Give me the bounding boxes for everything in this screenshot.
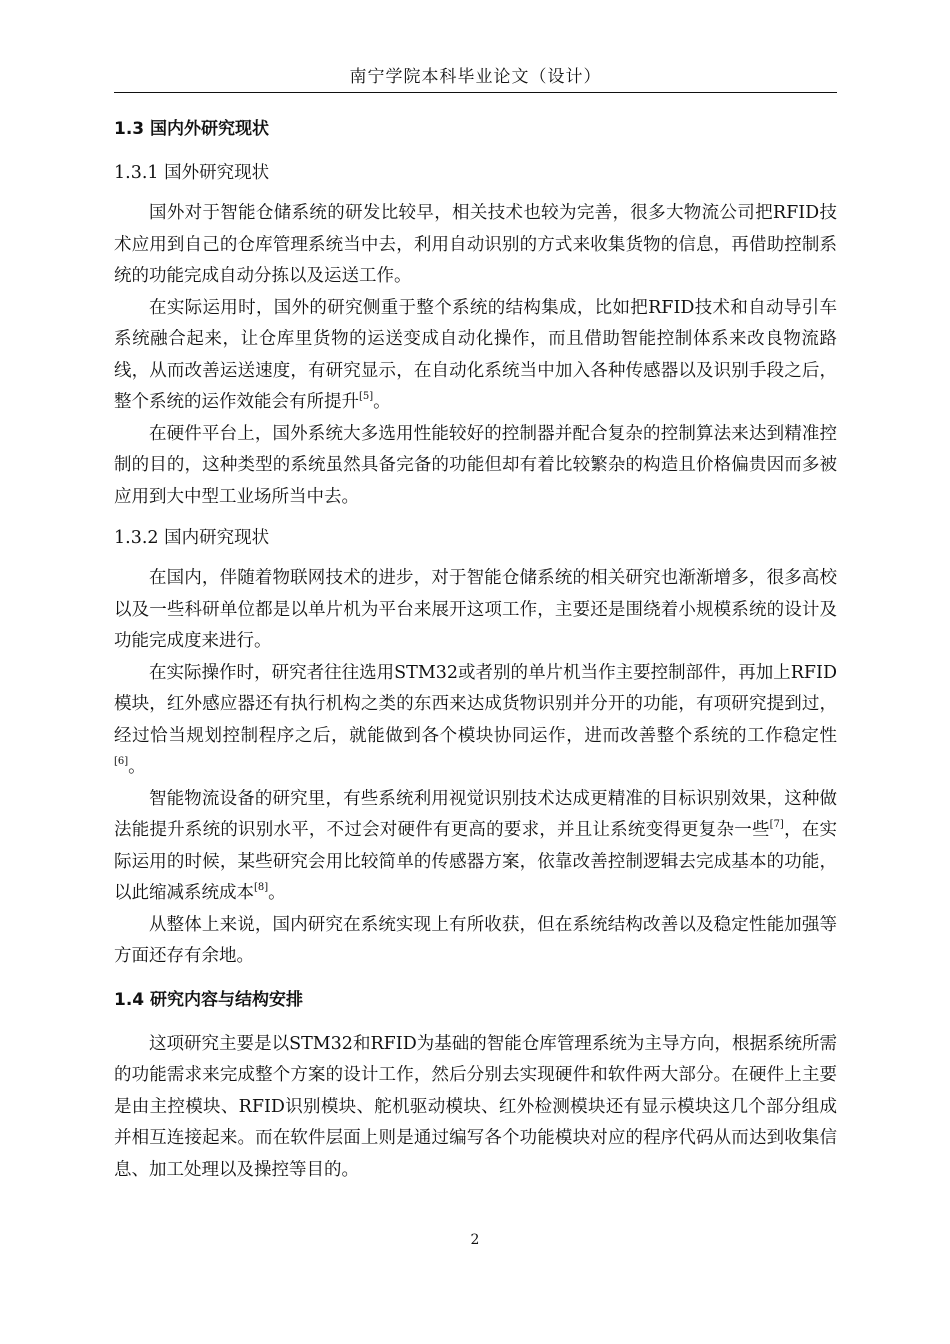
paragraph-text: 。	[268, 883, 286, 903]
paragraph	[114, 198, 837, 293]
body-content	[114, 112, 837, 1186]
paragraph-text: 在实际操作时，研究者往往选用STM32或者别的单片机当作主要控制部件，再加上RFID模块，红外感应器还有执行机构之类的东西来达成货物识别并分开的功能，有项研究提到过，经过恰当规划控制程序之后，就能做到各个模块协同运作，进而改善整个系统的工作稳定性	[114, 662, 837, 746]
page-number: 2	[470, 1232, 480, 1248]
paragraph-text: 国外对于智能仓储系统的研发比较早，相关技术也较为完善，很多大物流公司把RFID技术应用到自己的仓库管理系统当中去，利用自动识别的方式来收集货物的信息，再借助控制系统的功能完成自动分拣以及运送工作。	[114, 203, 837, 286]
paragraph-text: ，在实际运用的时候，某些研究会用比较简单的传感器方案，依靠改善控制逻辑去完成基本的功能，以此缩减系统成本	[114, 820, 838, 903]
paragraph	[114, 784, 837, 910]
citation-ref: [8]	[254, 882, 269, 893]
paragraph	[114, 419, 837, 514]
citation-ref: [6]	[114, 756, 129, 767]
subsection-heading-1-3-2: 1.3.2 国内研究现状	[114, 528, 270, 548]
paragraph-text: 智能物流设备的研究里，有些系统利用视觉识别技术达成更精准的目标识别效果，这种做法能提升系统的识别水平，不过会对硬件有更高的要求，并且让系统变得更复杂一些	[114, 788, 837, 840]
paragraph-text: 在实际运用时，国外的研究侧重于整个系统的结构集成，比如把RFID技术和自动导引车系统融合起来，让仓库里货物的运送变成自动化操作，而且借助智能控制体系来改良物流路线，从而改善运送速度，有研究显示，在自动化系统当中加入各种传感器以及识别手段之后，整个系统的运作效能会有所提升	[114, 297, 837, 412]
paragraph	[114, 658, 837, 784]
paragraph-text: 这项研究主要是以STM32和RFID为基础的智能仓库管理系统为主导方向，根据系统所需的功能需求来完成整个方案的设计工作，然后分别去实现硬件和软件两大部分。在硬件上主要是由主控模块、RFID识别模块、舵机驱动模块、红外检测模块还有显示模块这几个部分组成并相互连接起来。而在软件层面上则是通过编写各个功能模块对应的程序代码从而达到收集信息、加工处理以及操控等目的。	[114, 1033, 837, 1180]
section-heading-1-4: 1.4 研究内容与结构安排	[114, 989, 304, 1010]
header-rule	[114, 92, 837, 93]
section-heading-1-3: 1.3 国内外研究现状	[114, 119, 270, 139]
paragraph-text: 。	[128, 757, 146, 777]
paragraph-text: 从整体上来说，国内研究在系统实现上有所收获，但在系统结构改善以及稳定性能加强等方面还存有余地。	[114, 914, 837, 966]
paragraph-text: 在国内，伴随着物联网技术的进步，对于智能仓储系统的相关研究也渐渐增多，很多高校以及一些科研单位都是以单片机为平台来展开这项工作，主要还是围绕着小规模系统的设计及功能完成度来进行。	[114, 568, 837, 651]
citation-ref: [5]	[359, 391, 374, 402]
paragraph	[114, 1029, 837, 1187]
paragraph	[114, 293, 837, 419]
citation-ref: [7]	[769, 819, 784, 830]
page-header-title: 南宁学院本科毕业论文（设计）	[349, 67, 602, 87]
subsection-heading-1-3-1: 1.3.1 国外研究现状	[114, 163, 270, 183]
paragraph	[114, 910, 837, 973]
paragraph-text: 。	[373, 392, 391, 412]
paragraph	[114, 563, 837, 658]
paragraph-text: 在硬件平台上，国外系统大多选用性能较好的控制器并配合复杂的控制算法来达到精准控制的目的，这种类型的系统虽然具备完备的功能但却有着比较繁杂的构造且价格偏贵因而多被应用到大中型工业场所当中去。	[114, 423, 837, 507]
